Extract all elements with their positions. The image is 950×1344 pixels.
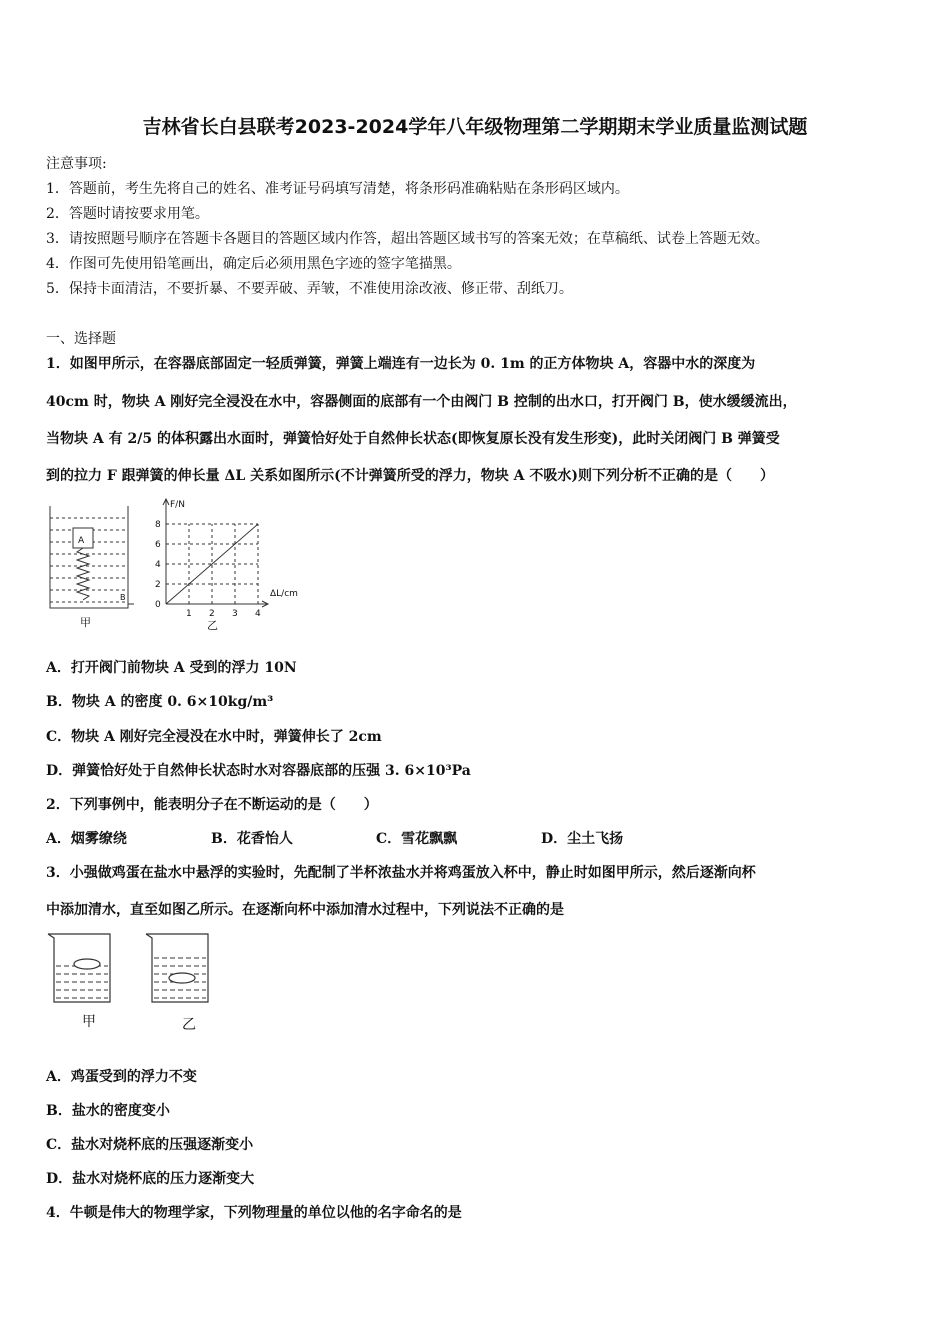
q1-graph-xtick: 4 xyxy=(255,609,261,619)
q3-option-b: B．盐水的密度变小 xyxy=(46,1103,170,1119)
q2-option-a: A．烟雾缭绕 xyxy=(46,831,127,847)
q1-graph-xtick: 3 xyxy=(232,609,238,619)
q1-line-4: 到的拉力 F 跟弹簧的伸长量 ΔL 关系如图所示(不计弹簧所受的浮力，物块 A 不吸水)则下列分析不正确的是（ ） xyxy=(46,468,774,484)
q3-option-c: C．盐水对烧杯底的压强逐渐变小 xyxy=(46,1137,254,1153)
q4-stem: 4．牛顿是伟大的物理学家，下列物理量的单位以他的名字命名的是 xyxy=(46,1205,462,1221)
notice-heading: 注意事项: xyxy=(46,156,107,172)
q1-line-2: 40cm 时，物块 A 刚好完全浸没在水中，容器侧面的底部有一个由阀门 B 控制的出水口，打开阀门 B，使水缓缓流出， xyxy=(46,394,797,410)
q1-fig-label-yi: 乙 xyxy=(207,619,218,632)
q1-graph-ylabel: F/N xyxy=(170,500,185,510)
q1-option-b: B．物块 A 的密度 0. 6×10kg/m³ xyxy=(46,694,274,710)
q3-figure-beakers xyxy=(44,928,224,1036)
q3-line-2: 中添加清水，直至如图乙所示。在逐渐向杯中添加清水过程中，下列说法不正确的是 xyxy=(46,902,564,918)
q1-line-1: 1．如图甲所示，在容器底部固定一轻质弹簧，弹簧上端连有一边长为 0. 1m 的正方体物块 A，容器中水的深度为 xyxy=(46,356,756,372)
q1-graph-ytick: 6 xyxy=(155,540,161,550)
q3-option-a: A．鸡蛋受到的浮力不变 xyxy=(46,1069,197,1085)
q1-fig-label-jia: 甲 xyxy=(80,616,91,629)
q1-valve-b-label: B xyxy=(120,593,126,602)
q1-graph-ytick: 8 xyxy=(155,520,161,530)
notice-item-2: 2．答题时请按要求用笔。 xyxy=(46,206,209,222)
q3-fig-label-jia: 甲 xyxy=(82,1014,96,1030)
q1-block-a-label: A xyxy=(78,536,85,546)
q2-stem: 2．下列事例中，能表明分子在不断运动的是（ ） xyxy=(46,797,378,813)
q3-fig-label-yi: 乙 xyxy=(182,1017,196,1033)
q1-line-3: 当物块 A 有 2/5 的体积露出水面时，弹簧恰好处于自然伸长状态(即恢复原长没有发生形变)，此时关闭阀门 B 弹簧受 xyxy=(46,431,780,447)
q1-graph-ytick: 0 xyxy=(155,600,161,610)
notice-item-1: 1．答题前，考生先将自己的姓名、准考证号码填写清楚，将条形码准确粘贴在条形码区域内。 xyxy=(46,181,629,197)
q1-option-a: A．打开阀门前物块 A 受到的浮力 10N xyxy=(46,660,297,676)
q3-option-d: D．盐水对烧杯底的压力逐渐变大 xyxy=(46,1171,255,1187)
q1-graph-xtick: 2 xyxy=(209,609,215,619)
q2-option-c: C．雪花飘飘 xyxy=(376,831,458,847)
notice-item-4: 4．作图可先使用铅笔画出，确定后必须用黑色字迹的签字笔描黑。 xyxy=(46,256,461,272)
q1-figure-container xyxy=(44,500,134,630)
q1-option-d: D．弹簧恰好处于自然伸长状态时水对容器底部的压强 3. 6×10³Pa xyxy=(46,763,471,779)
notice-item-3: 3．请按照题号顺序在答题卡各题目的答题区域内作答，超出答题区域书写的答案无效；在草稿纸、试卷上答题无效。 xyxy=(46,231,769,247)
q2-option-d: D．尘土飞扬 xyxy=(541,831,624,847)
q1-option-c: C．物块 A 刚好完全浸没在水中时，弹簧伸长了 2cm xyxy=(46,729,382,745)
q1-figure-graph xyxy=(146,494,316,634)
q1-graph-xtick: 1 xyxy=(186,609,192,619)
q1-graph-xlabel: ΔL/cm xyxy=(270,589,298,599)
page-title: 吉林省长白县联考2023-2024学年八年级物理第二学期期末学业质量监测试题 xyxy=(142,116,808,138)
q3-line-1: 3．小强做鸡蛋在盐水中悬浮的实验时，先配制了半杯浓盐水并将鸡蛋放入杯中，静止时如图甲所示，然后逐渐向杯 xyxy=(46,865,756,881)
notice-item-5: 5．保持卡面清洁，不要折暴、不要弄破、弄皱，不准使用涂改液、修正带、刮纸刀。 xyxy=(46,281,573,297)
section-heading: 一、选择题 xyxy=(46,331,116,347)
q2-option-b: B．花香怡人 xyxy=(211,831,293,847)
q1-graph-ytick: 2 xyxy=(155,580,161,590)
q1-graph-ytick: 4 xyxy=(155,560,161,570)
